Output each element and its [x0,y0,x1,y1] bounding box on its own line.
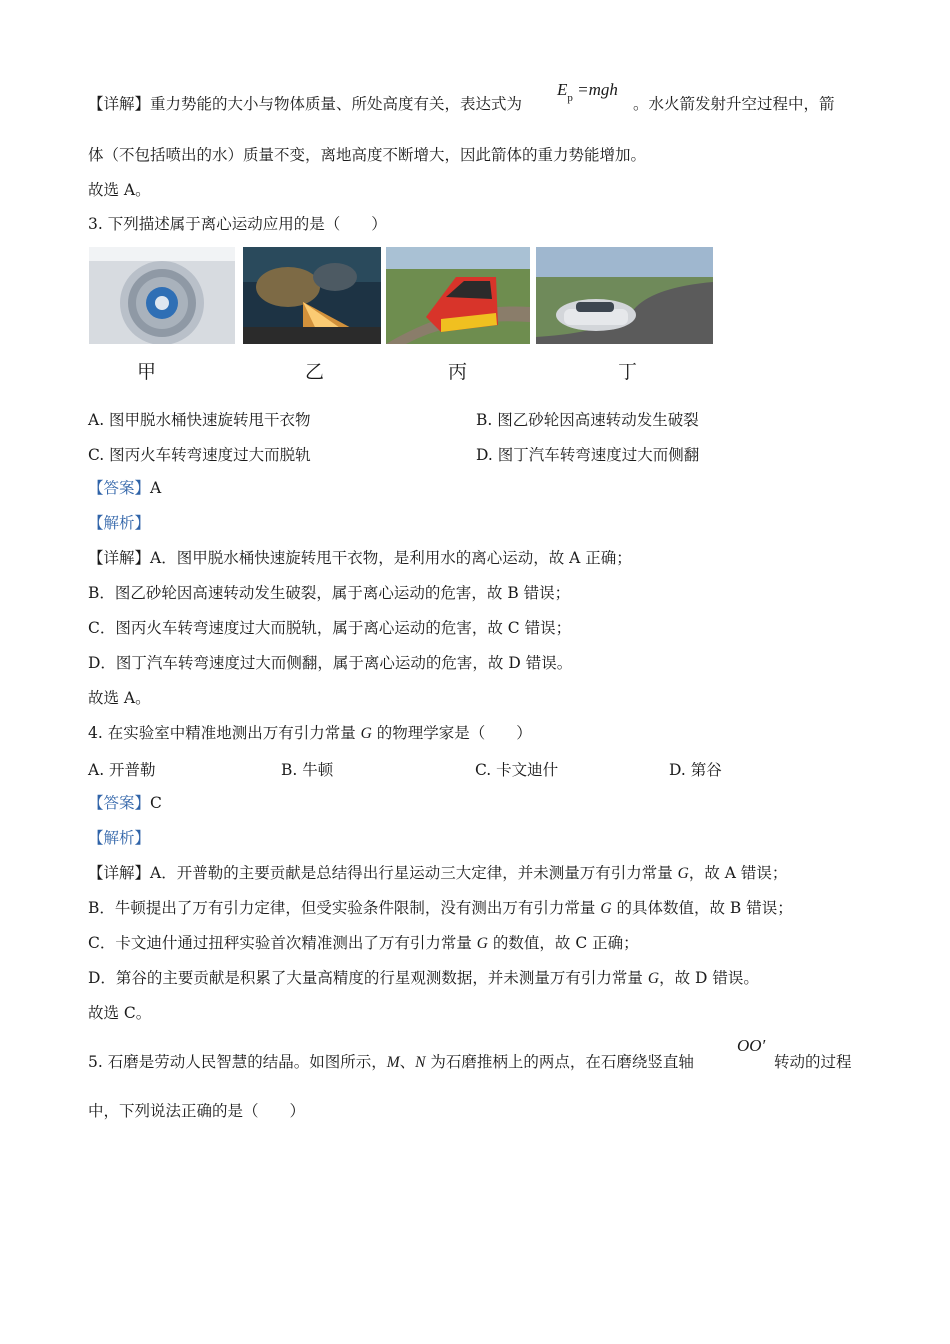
detail-text: 重力势能的大小与物体质量、所处高度有关，表达式为 [150,95,523,113]
stem-text-end: 的物理学家是（ ） [371,724,532,742]
q3-detail-a [88,548,632,568]
q3-conclusion: 故选 A。 [88,689,151,707]
gravitational-constant-symbol: G [647,970,660,987]
separator: 、 [399,1053,416,1071]
point-m: M [386,1054,400,1071]
q5-stem-line2: 中，下列说法正确的是（ ） [88,1102,306,1120]
car-road-image [536,247,713,344]
q4-analysis-tag: 【解析】 [88,829,151,847]
detail-text: A．开普勒的主要贡献是总结得出行星运动三大定律，并未测量万有引力常量 [150,864,678,882]
q3-analysis-tag: 【解析】 [88,514,151,532]
q3-detail-c: C．图丙火车转弯速度过大而脱轨，属于离心运动的危害，故 C 错误； [88,619,572,637]
caption-ding: 丁 [618,361,638,383]
answer-tag: 【答案】 [88,794,151,812]
formula-rhs: =mgh [577,80,618,99]
detail-tag: 【详解】 [88,864,151,882]
detail-tag: 【详解】 [88,549,151,567]
caption-jia: 甲 [137,361,157,383]
detail-text-end: 的具体数值，故 B 错误； [611,899,793,917]
q4-conclusion: 故选 C。 [88,1004,152,1022]
q2-detail-line1-end: 。水火箭发射升空过程中，箭 [633,95,835,113]
q4-option-b: B. 牛顿 [281,761,334,779]
dryer-drum-image [89,247,235,344]
q3-option-c: C. 图丙火车转弯速度过大而脱轨 [88,446,311,464]
q4-detail-c [88,933,639,954]
q5-stem-line1 [88,1052,694,1073]
potential-energy-formula [557,80,618,104]
detail-text-end: ，故 A 错误； [688,864,788,882]
q5-stem-line1-end: 转动的过程 [774,1053,852,1071]
train-image [386,247,530,344]
stem-text-mid: 为石磨推柄上的两点，在石磨绕竖直轴 [425,1053,694,1071]
detail-text: A．图甲脱水桶快速旋转甩干衣物，是利用水的离心运动，故 A 正确； [150,549,632,567]
detail-text: D．第谷的主要贡献是积累了大量高精度的行星观测数据，并未测量万有引力常量 [88,969,648,987]
q4-stem [88,723,532,744]
answer-value: C [150,794,162,812]
detail-text-end: ，故 D 错误。 [659,969,759,987]
detail-text: C．卡文迪什通过扭秤实验首次精准测出了万有引力常量 [88,934,477,952]
answer-tag: 【答案】 [88,479,151,497]
stem-text: 4. 在实验室中精准地测出万有引力常量 [88,724,361,742]
gravitational-constant-symbol: G [360,725,372,742]
car-curve-icon [536,247,713,344]
q3-option-a: A. 图甲脱水桶快速旋转甩干衣物 [88,411,311,429]
q4-detail-d [88,968,759,989]
q2-detail-line1 [88,94,522,114]
q4-option-c: C. 卡文迪什 [475,761,559,779]
q3-detail-b: B．图乙砂轮因高速转动发生破裂，属于离心运动的危害，故 B 错误； [88,584,571,602]
q3-answer [88,478,161,498]
axis-oo-prime: OO′ [737,1036,766,1055]
answer-value: A [150,479,162,497]
detail-text: B．牛顿提出了万有引力定律，但受实验条件限制，没有测出万有引力常量 [88,899,601,917]
q4-option-d: D. 第谷 [669,761,722,779]
caption-bing: 丙 [448,361,468,383]
grinding-sparks-icon [243,247,381,344]
detail-tag: 【详解】 [88,95,151,113]
q2-conclusion: 故选 A。 [88,181,151,199]
gravitational-constant-symbol: G [476,935,488,952]
caption-yi: 乙 [305,361,325,383]
q3-option-d: D. 图丁汽车转弯速度过大而侧翻 [476,446,700,464]
q3-option-b: B. 图乙砂轮因高速转动发生破裂 [476,411,699,429]
q4-detail-b [88,898,793,919]
formula-symbol: E [557,80,568,99]
q4-option-a: A. 开普勒 [88,761,156,779]
grinding-wheel-image [243,247,381,344]
q4-detail-a [88,863,787,884]
gravitational-constant-symbol: G [600,900,612,917]
train-curve-icon [386,247,530,344]
q2-detail-line2: 体（不包括喷出的水）质量不变，离地高度不断增大，因此箭体的重力势能增加。 [88,146,647,164]
formula-subscript: p [567,92,573,104]
point-n: N [415,1054,426,1071]
q3-detail-d: D．图丁汽车转弯速度过大而侧翻，属于离心运动的危害，故 D 错误。 [88,654,573,672]
q4-answer [88,793,162,813]
q3-stem: 3. 下列描述属于离心运动应用的是（ ） [88,215,387,233]
detail-text-end: 的数值，故 C 正确； [488,934,639,952]
stem-text: 5. 石磨是劳动人民智慧的结晶。如图所示， [88,1053,387,1071]
dryer-drum-icon [89,247,235,344]
gravitational-constant-symbol: G [677,865,689,882]
